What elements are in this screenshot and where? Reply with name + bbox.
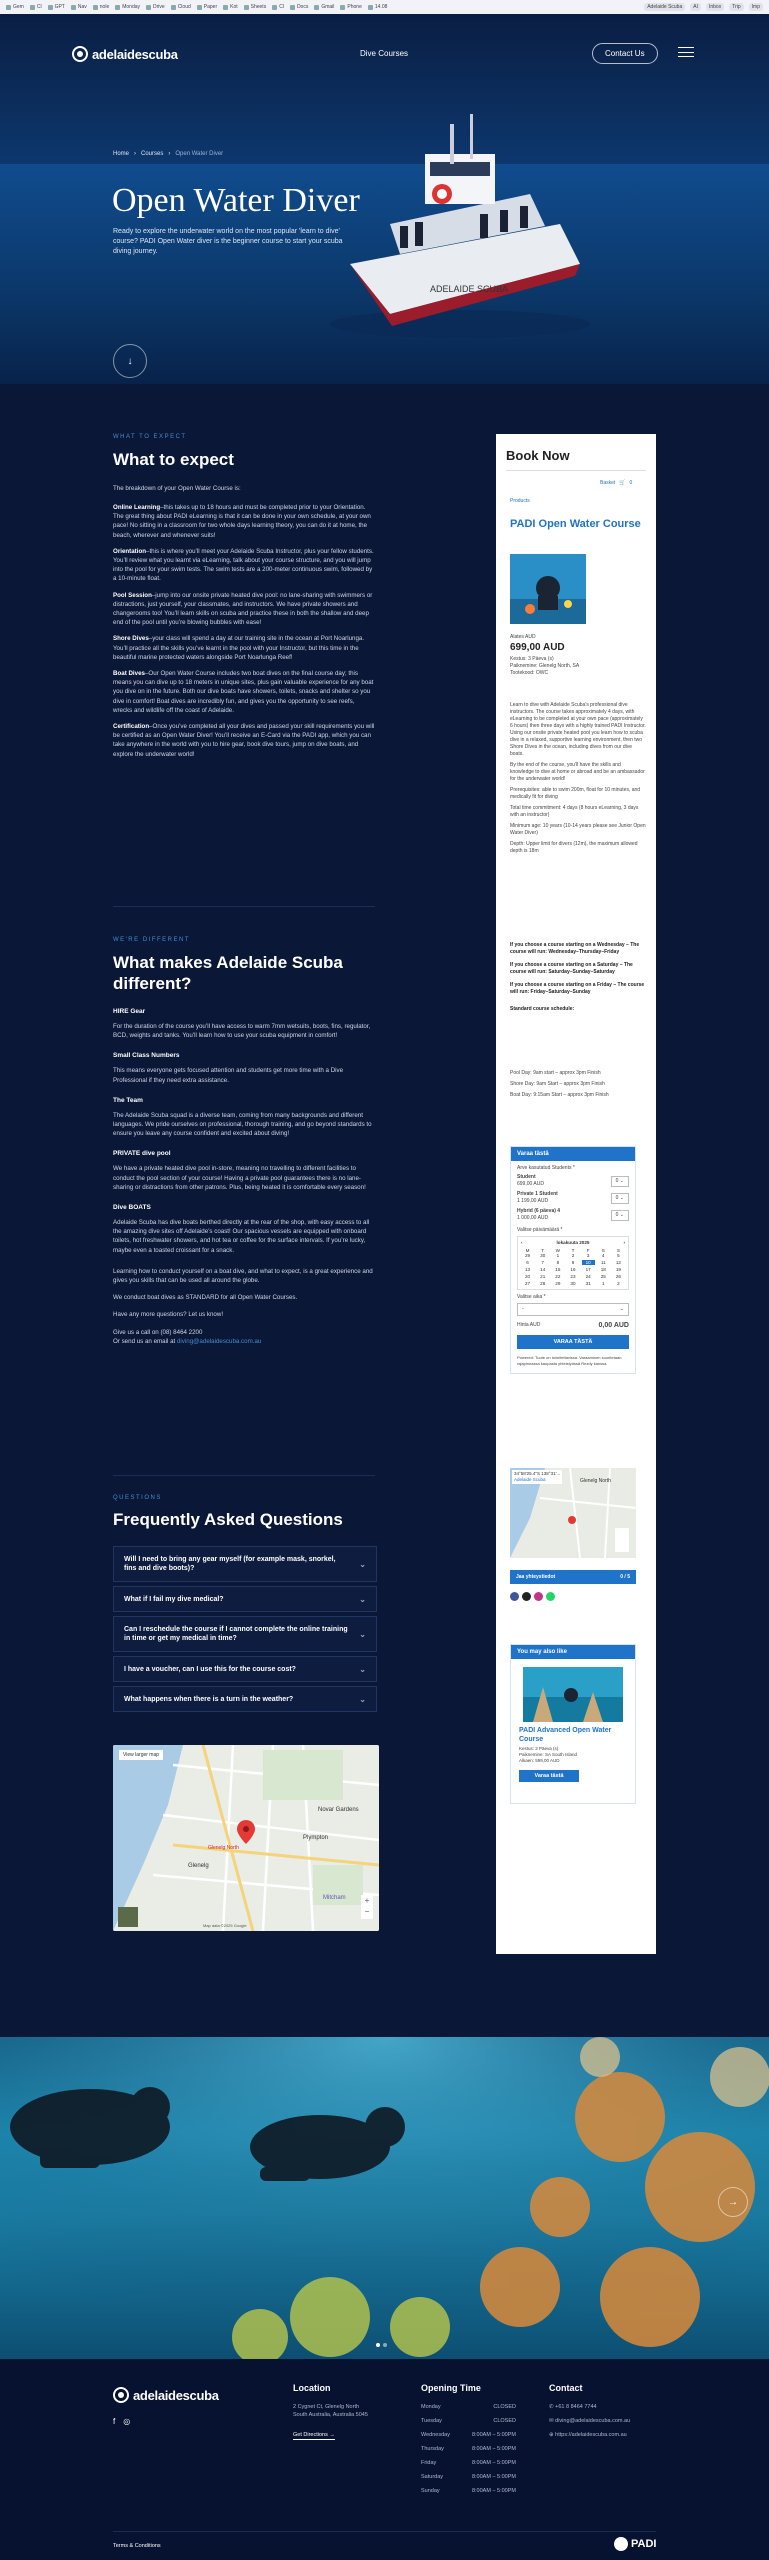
calendar-day[interactable]: 6 (526, 1260, 529, 1265)
expect-item: Boat Dives–Our Open Water Course includes two boat dives on the final course day; this means you can dive up to 18 meters in unique sites, plus gain valuable experience for any boat you dive on in the future. Both our dive boats have showers, toilets, snacks and shelter so you dive in comfort! Boat dives are incredibly fun, and gives you the opportunity to see reefs, wrecks and wildlife off the coast of Adelaide. (113, 670, 374, 714)
calendar-days (521, 1253, 625, 1286)
calendar-day[interactable]: 25 (600, 1274, 606, 1279)
bookmark-item[interactable]: Kot (223, 4, 238, 10)
map-info-box: 34°58'25.4"S 138°31'... Adelaide Scuba (514, 1471, 561, 1482)
arrow-right-icon: → (728, 2196, 738, 2208)
footer-logo[interactable]: adelaidescuba (113, 2387, 219, 2403)
booking-widget (510, 1146, 636, 1374)
different-list (113, 1008, 375, 1346)
calendar-day[interactable]: 16 (570, 1267, 576, 1272)
calendar-day[interactable]: 11 (600, 1260, 606, 1265)
extension-item[interactable]: AI (690, 3, 701, 11)
arrow-down-icon: ↓ (127, 355, 133, 367)
bookmark-item[interactable]: Nav (71, 4, 87, 10)
bookmark-item[interactable]: Cl (30, 4, 42, 10)
breadcrumb-current: Open Water Diver (175, 151, 224, 157)
bookmark-item[interactable]: Paper (197, 4, 217, 10)
opening-hours (421, 2403, 516, 2495)
time-select[interactable]: - ⌄ (517, 1303, 629, 1316)
divider (113, 1475, 375, 1476)
divers-photo (0, 2037, 769, 2359)
different-block: Dive BOATS Adelaide Scuba has dive boats berthed directly at the rear of the shop, with easy access to all the amazing dive sites off Adelaide’s coast! Our spacious vessels are equipped with onboard toilets, hot freshwater showers, and hot tea or coffee for the surface intervals. If you’re lucky, maybe even a toasted croissant for a snack. (113, 1204, 370, 1254)
bookmark-item[interactable]: 14.08 (368, 4, 388, 10)
booking-panel (496, 434, 656, 1954)
bookmark-item[interactable]: GPT (48, 4, 65, 10)
different-closing: We conduct boat dives as STANDARD for all Open Water Courses. (113, 1294, 298, 1302)
calendar-day[interactable]: 7 (541, 1260, 544, 1265)
map-attribution: Map data ©2025 Google (203, 1923, 247, 1928)
calendar-weekdays: M T W T F S S (525, 1248, 620, 1253)
different-block: The Team The Adelaide Scuba squad is a diverse team, coming from many backgrounds and different languages. We pride ourselves on professional, thorough training, and go beyond standards to ensure you leave any course confident and excited about diving! (113, 1096, 372, 1138)
also-like-card (510, 1644, 636, 1804)
breadcrumb-courses[interactable]: Courses (141, 151, 164, 157)
map-place-label: Glenelg North (208, 1845, 239, 1851)
map-place-label: Plympton (303, 1835, 329, 1841)
map-place-label: Glenelg (188, 1863, 209, 1869)
faq-eyebrow: QUESTIONS (113, 1495, 162, 1501)
bookmark-item[interactable]: Cl (272, 4, 284, 10)
also-like-meta: Kestus: 2 Päeva (s) Paiknemine: SA South Island Alkaen: 599,00 AUD (519, 1746, 578, 1763)
calendar-day[interactable]: 29 (525, 1253, 531, 1258)
share-icons (510, 1592, 555, 1601)
quantity-select[interactable]: 0 ⌄ (611, 1176, 629, 1187)
carousel-dot[interactable] (383, 2343, 387, 2347)
globe-icon: ⊕ (549, 2432, 554, 2438)
chevron-down-icon: ⌄ (359, 1559, 366, 1569)
bookmark-item[interactable]: Monday (115, 4, 140, 10)
calendar-day[interactable]: 9 (571, 1260, 575, 1265)
social-links (113, 2417, 130, 2426)
calendar-day[interactable]: 22 (555, 1274, 561, 1279)
bookmark-item[interactable]: nole (93, 4, 109, 10)
calendar-day[interactable]: 4 (601, 1253, 605, 1258)
calendar-day[interactable]: 10 (582, 1260, 595, 1265)
contact-title: Contact (549, 2383, 583, 2393)
product-description: Learn to dive with Adelaide Scuba's professional dive instructors. The course takes approximately 4 days, with eLearning to be completed at your own pace (approximately 6 hours) then three days with a highly trained PADI Instructor. Using our onsite private heated pool you learn how to scuba dive in a relaxed, supportive learning environment, then two Shore Dives in the ocean, including dives from our dive boats. By the end of the course, you'll have the skills and knowledge to dive at home or abroad and be an ambassador for the underwater world! Prerequisites: able to swim 200m, float for 10 minutes, and medically fit for diving Total time commitment: 4 days (8 hours eLearning, 3 days with an instructor) Minimum age: 10 years (10-14 years please see Junior Open Water Diver) Depth: Upper limit for divers (12m), the maximum allowed depth is 18m (510, 702, 646, 854)
contact-email[interactable]: ✉ diving@adelaidescuba.com.au (549, 2418, 631, 2424)
contact-website[interactable]: ⊕ https://adelaidescuba.com.au (549, 2432, 627, 2438)
extension-item[interactable]: Inbox (706, 3, 724, 11)
hours-row: Monday CLOSED (421, 2404, 516, 2410)
google-map[interactable] (113, 1745, 379, 1931)
bookmark-item[interactable]: Phone (340, 4, 361, 10)
calendar-day[interactable]: 3 (586, 1253, 590, 1258)
expect-item: Shore Dives–your class will spend a day at our training site in the ocean at Port Noarlunga. You’ll practice all the skills you’ve learnt in the pool with your Instructor, but this time in the beautiful marine protected waters alongside Port Noarlunga Reef! (113, 635, 365, 661)
map-place-label: Mitcham (323, 1895, 346, 1901)
map-place-label: Glenelg North (580, 1478, 611, 1484)
calendar-day[interactable]: 26 (615, 1274, 621, 1279)
bookmark-item[interactable]: Sheets (244, 4, 267, 10)
extension-item[interactable]: Imp (749, 3, 763, 11)
email-line: Or send us an email at diving@adelaidescuba.com.au (113, 1337, 262, 1345)
get-directions-link[interactable]: Get Directions → (293, 2432, 335, 2438)
pax-row: Student 699,00 AUD 0 ⌄ (517, 1174, 629, 1188)
twitter-icon[interactable] (522, 1592, 531, 1601)
course-schedule: If you choose a course starting on a Wednesday – The course will run: Wednesday–Thursday–Friday If you choose a course starting on a Saturday – The course will run: Saturday–Sunday–Saturday If you choose a course starting on a Friday – The course will run: Friday–Saturday–Sunday Standard course schedule: (510, 942, 645, 1012)
hero-description: Ready to explore the underwater world on the most popular 'learn to dive' course? PADI Open Water diver is the beginner course to start your scuba diving journey. (113, 228, 343, 255)
menu-icon[interactable] (678, 47, 694, 57)
different-block: HIRE Gear For the duration of the course you’ll have access to warm 7mm wetsuits, boots, fins, regulator, BCD, weights and tanks. You’ll learn how to use your scuba equipment in comfort! (113, 1008, 371, 1040)
instagram-icon[interactable] (534, 1592, 543, 1601)
location-title: Location (293, 2383, 331, 2393)
calendar-day[interactable]: 30 (540, 1253, 546, 1258)
bookmark-icon (223, 5, 228, 10)
different-block: PRIVATE dive pool We have a private heated dive pool in-store, meaning no travelling to different facilities to conduct the pool section of your course! Having a private pool guarantees there is no lane-sharing or distractions from other patrons. Plus, being heated it is comfortable every season! (113, 1150, 366, 1191)
chevron-down-icon: ⌄ (359, 1629, 366, 1639)
calendar-day[interactable]: 15 (555, 1267, 561, 1272)
bookmark-icon (290, 5, 295, 10)
calendar-day[interactable]: 23 (570, 1274, 576, 1279)
carousel-dots (376, 2343, 387, 2347)
faq-title: Frequently Asked Questions (113, 1510, 343, 1529)
bookmark-icon (71, 5, 76, 10)
share-bar[interactable]: Jaa yhteystiedot 0 / 5 (510, 1570, 636, 1584)
bookmark-icon (340, 5, 345, 10)
widget-title: Varaa tästä (511, 1147, 635, 1161)
address: 2 Cygnet Ct, Glenelg North South Australia, Australia 5045 (293, 2404, 368, 2418)
terms-link[interactable]: Terms & Conditions (113, 2543, 161, 2549)
carousel-next-button[interactable] (718, 2187, 748, 2217)
facebook-icon[interactable]: f (113, 2417, 116, 2426)
svg-text:ADELAIDE SCUBA: ADELAIDE SCUBA (430, 284, 509, 294)
divider (113, 906, 375, 907)
calendar-day[interactable]: 2 (571, 1253, 575, 1258)
calendar-day[interactable]: 28 (540, 1281, 546, 1286)
faq-item[interactable]: What if I fail my dive medical? ⌄ (113, 1586, 377, 1612)
product-title: PADI Open Water Course (510, 518, 641, 530)
chevron-down-icon: ⌄ (359, 1594, 366, 1604)
browser-bookmarks-bar (0, 0, 769, 14)
calendar-day[interactable]: 27 (525, 1281, 531, 1286)
prev-month-button[interactable]: ‹ (521, 1240, 523, 1245)
total-price: 0,00 AUD (598, 1322, 629, 1329)
cart-icon: 🛒 (619, 480, 626, 486)
also-like-image (523, 1667, 623, 1722)
hours-row: Sunday 8:00AM – 5:00PM (421, 2488, 516, 2494)
bookmark-icon (368, 5, 373, 10)
calendar-day[interactable]: 30 (570, 1281, 576, 1286)
view-larger-map-link[interactable]: View larger map (119, 1750, 163, 1760)
chevron-down-icon: ⌄ (619, 1306, 624, 1312)
hero-section (0, 14, 769, 384)
bookmark-icon (197, 5, 202, 10)
divider (506, 470, 646, 471)
book-button[interactable]: VARAA TÄSTÄ (517, 1335, 629, 1349)
instagram-icon[interactable]: ◎ (123, 2417, 131, 2426)
product-meta: Kestus: 3 Päeva (s) Paiknemine: Glenelg North, SA Tootekood: OWC (510, 656, 580, 676)
chevron-down-icon: ⌄ (359, 1664, 366, 1674)
pax-list (511, 1174, 635, 1222)
expect-list (113, 503, 375, 766)
contact-phone[interactable]: ✆ +61 8 8464 7744 (549, 2404, 597, 2410)
expect-item: Certification–Once you’ve completed all your dives and passed your skill requirements you will be certified as an Open Water Diver! You’ll receive an E-Card via the PADI app, which you can take anywhere in the world with you to hire gear, book dive tours, jump on dive boats, and explore the underwater world! (113, 723, 375, 758)
contact-list (549, 2403, 630, 2439)
bookmark-icon (115, 5, 120, 10)
carousel-dot[interactable] (376, 2343, 380, 2347)
calendar-day[interactable]: 20 (525, 1274, 531, 1279)
bookmark-icon (272, 5, 277, 10)
nav-dive-courses[interactable]: Dive Courses (360, 49, 409, 58)
bookmark-icon (244, 5, 249, 10)
divider (113, 2531, 656, 2532)
bookmark-icon (93, 5, 98, 10)
expect-item: Pool Session–jump into our onsite private heated dive pool: no lane-sharing with swimmers or distractions, just yourself, your classmates, and instructors. We have private showers and changerooms too! You’ll learn skills on scuba and practice these in both the shallow and deep end of the pool until you’re blowing bubbles with ease! (113, 591, 373, 627)
bookmark-icon (314, 5, 319, 10)
also-like-title: You may also like (511, 1645, 635, 1659)
zoom-controls[interactable]: + − (361, 1895, 373, 1919)
calendar-month: lokakuuta 2025 (556, 1240, 590, 1245)
map-graphic (113, 1745, 379, 1931)
different-closing: Learning how to conduct yourself on a boat dive, and what to expect, is a great experience and gives you skills that can be used all around the globe. (113, 1267, 373, 1285)
calendar-day[interactable]: 31 (585, 1281, 591, 1286)
bookmark-icon (146, 5, 151, 10)
facebook-icon[interactable] (510, 1592, 519, 1601)
pax-row: Hybrid (6 päeva) 4 1 000,00 AUD 0 ⌄ (517, 1208, 629, 1222)
scroll-down-button[interactable] (113, 344, 147, 378)
pax-row: Private 1 Student 1 199,00 AUD 0 ⌄ (517, 1191, 629, 1205)
different-closing: Have any more questions? Let us know! (113, 1311, 224, 1319)
chevron-right-icon: › (134, 151, 137, 157)
map-place-label: Novar Gardens (318, 1807, 359, 1813)
bookmark-item[interactable]: Gem (6, 4, 24, 10)
calendar-day[interactable]: 14 (540, 1267, 546, 1272)
bookmark-item[interactable]: Gmail (314, 4, 334, 10)
expect-title: What to expect (113, 450, 234, 469)
mini-map[interactable] (510, 1468, 636, 1558)
divers-photo-section (0, 2037, 769, 2359)
basket-link[interactable]: Basket 🛒 0 (600, 480, 633, 486)
email-link[interactable]: diving@adelaidescuba.com.au (176, 1337, 262, 1345)
expect-intro: The breakdown of your Open Water Course is: (113, 485, 241, 492)
calendar-day[interactable]: 5 (617, 1253, 620, 1258)
faq-item[interactable]: Can I reschedule the course if I cannot complete the online training in time or get my medical in time? ⌄ (113, 1616, 377, 1652)
bookmark-icon (48, 5, 53, 10)
phone-icon: ✆ (549, 2404, 554, 2410)
also-like-button[interactable]: Varaa tästä (519, 1770, 579, 1782)
hours-row: Thursday 8:00AM – 5:00PM (421, 2446, 516, 2452)
product-price: 699,00 AUD (510, 642, 565, 653)
hours-row: Saturday 8:00AM – 5:00PM (421, 2474, 516, 2480)
bookmark-item[interactable]: Docs (290, 4, 308, 10)
calendar-day[interactable]: 18 (600, 1267, 606, 1272)
browser-right-items (644, 3, 763, 11)
pax-label: Arve kasutatud Students * (517, 1165, 575, 1171)
chevron-right-icon: › (168, 151, 171, 157)
extension-item[interactable]: Trip (729, 3, 743, 11)
logo-icon (72, 46, 88, 62)
breadcrumb (113, 151, 223, 157)
opening-time-title: Opening Time (421, 2383, 481, 2393)
calendar-day[interactable]: 21 (540, 1274, 546, 1279)
hours-row: Friday 8:00AM – 5:00PM (421, 2460, 516, 2466)
bookmark-item[interactable]: Cloud (171, 4, 191, 10)
calendar-day[interactable]: 13 (525, 1267, 531, 1272)
date-label: Valitse päivämäärä * (517, 1227, 563, 1233)
calendar (517, 1236, 629, 1290)
calendar-day[interactable]: 12 (615, 1260, 621, 1265)
padi-logo: PADI (614, 2537, 656, 2551)
logo-icon (113, 2387, 129, 2403)
phone-line: Give us a call on (08) 8464 2200 (113, 1328, 203, 1336)
faq-item[interactable]: What happens when there is a turn in the weather? ⌄ (113, 1686, 377, 1712)
expect-eyebrow: WHAT TO EXPECT (113, 434, 187, 440)
schedule-times: Pool Day: 9am start – approx 3pm Finish Shore Day: 9am Start – approx 3pm Finish Boat Day: 9:15am Start – approx 3pm Finish (510, 1070, 609, 1098)
extension-item[interactable]: Adelaide Scuba (644, 3, 685, 11)
different-title: What makes Adelaide Scuba different? (113, 953, 343, 993)
next-month-button[interactable]: › (623, 1240, 625, 1245)
page-title: Open Water Diver (112, 182, 360, 219)
back-to-products-link[interactable]: Products (510, 498, 530, 504)
calendar-day[interactable]: 1 (556, 1253, 560, 1258)
quantity-select[interactable]: 0 ⌄ (611, 1193, 629, 1204)
different-block: Small Class Numbers This means everyone gets focused attention and students get more time with a Dive Professional if they need extra assistance. (113, 1052, 344, 1084)
footer (0, 2359, 769, 2560)
whatsapp-icon[interactable] (546, 1592, 555, 1601)
bookmark-icon (6, 5, 11, 10)
faq-item[interactable]: Will I need to bring any gear myself (for example mask, snorkel, fins and dive boots)? ⌄ (113, 1546, 377, 1582)
calendar-day[interactable]: 1 (601, 1281, 605, 1286)
contact-us-button[interactable]: Contact Us (592, 43, 658, 64)
bookmark-icon (30, 5, 35, 10)
calendar-day[interactable]: 24 (585, 1274, 591, 1279)
calendar-day[interactable]: 8 (556, 1260, 560, 1265)
site-logo[interactable]: adelaidescuba (72, 46, 178, 62)
booking-title: Book Now (506, 448, 570, 463)
calendar-day[interactable]: 2 (617, 1281, 620, 1286)
total-row: Hinta AUD 0,00 AUD (517, 1322, 629, 1329)
time-label: Valitse aika * (517, 1294, 546, 1300)
bookmark-icon (171, 5, 176, 10)
price-label: Alates AUD (510, 634, 536, 640)
quantity-select[interactable]: 0 ⌄ (611, 1210, 629, 1221)
padi-emblem-icon (614, 2537, 628, 2551)
different-eyebrow: WE'RE DIFFERENT (113, 937, 190, 943)
also-like-product[interactable]: PADI Advanced Open Water Course (519, 1727, 612, 1743)
faq-item[interactable]: I have a voucher, can I use this for the course cost? ⌄ (113, 1656, 377, 1682)
calendar-day[interactable]: 19 (615, 1267, 621, 1272)
hours-row: Tuesday CLOSED (421, 2418, 516, 2424)
dive-boat-image (330, 114, 600, 344)
powered-note: Powered: Tuote on toimitettavissa. Varaaminen suoritetaan rajapinnassa kaupasta yhteistyössä Rezdy kanssa. (517, 1355, 622, 1366)
expect-item: Orientation–this is where you’ll meet your Adelaide Scuba Instructor, plus your fellow students. You’ll review what you learnt via eLearning, talk about your course structure, and you will jump into the pool for your swim tests. The swim tests are a 200-meter continuous swim, followed by a 10-minute float. (113, 547, 374, 583)
mail-icon: ✉ (549, 2418, 554, 2424)
calendar-day[interactable]: 29 (555, 1281, 561, 1286)
product-image (510, 554, 586, 624)
hours-row: Wednesday 8:00AM – 5:00PM (421, 2432, 516, 2438)
expect-item: Online Learning–this takes up to 18 hours and must be completed prior to your Orientation. The great thing about PADI eLearning is that it can be done in your own schedule, at your own pace! No sitting in a classroom for two whole days learning theory, you can do it at home, the beach, wherever and whenever suits! (113, 504, 371, 539)
chevron-down-icon: ⌄ (359, 1694, 366, 1704)
calendar-day[interactable]: 17 (585, 1267, 591, 1272)
bookmark-item[interactable]: Drive (146, 4, 165, 10)
breadcrumb-home[interactable]: Home (113, 151, 130, 157)
